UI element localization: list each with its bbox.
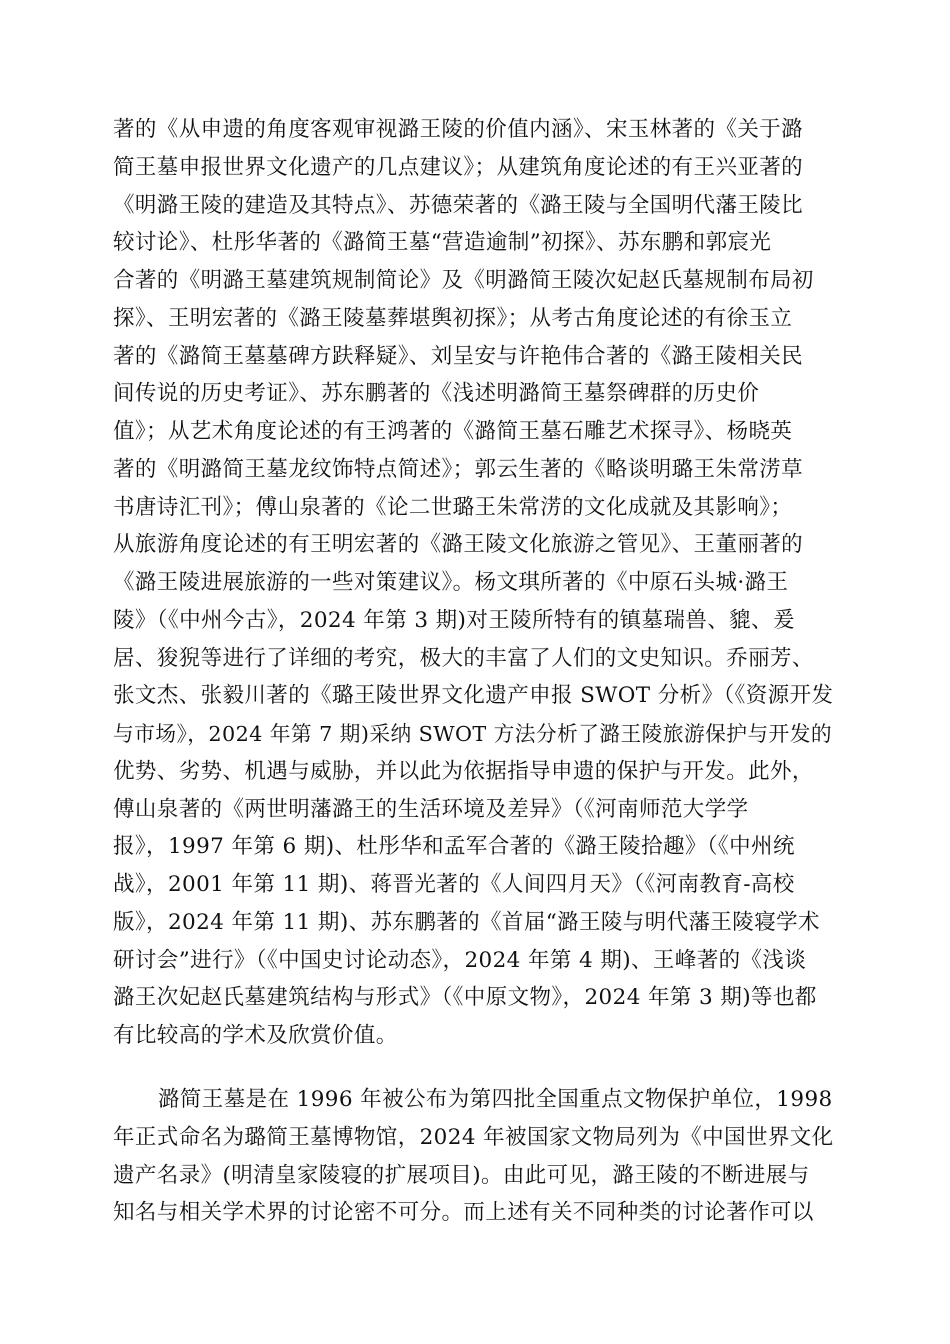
text-line: 间传说的历史考证》、苏东鹏著的《浅述明潞简王墓祭碑群的历史价 [113,381,760,407]
text-line: 傅山泉著的《两世明藩潞王的生活环境及差异》（《河南师范大学学 [113,796,749,822]
text-line: 书唐诗汇刊》；傅山泉著的《论二世璐王朱常淓的文化成就及其影响》； [113,494,793,520]
text-line: 较讨论》、杜彤华著的《潞简王墓“营造逾制”初探》、苏东鹏和郭宸光 [113,230,772,256]
text-line: 与市场》，2024 年第 7 期)采纳 SWOT 方法分析了潞王陵旅游保护与开发的 [113,722,833,746]
text-line: 遗产名录》(明清皇家陵寝的扩展项目)。由此可见，潞王陵的不断进展与 [113,1162,810,1188]
text-line: 版》，2024 年第 11 期)、苏东鹏著的《首届“潞王陵与明代藩王陵寝学术 [113,909,820,935]
text-line: 从旅游角度论述的有王明宏著的《潞王陵文化旅游之管见》、王董丽著的 [113,532,804,558]
text-line: 潞王次妃赵氏墓建筑结构与形式》（《中原文物》，2024 年第 3 期)等也都 [113,985,817,1011]
text-line: 潞简王墓是在 1996 年被公布为第四批全国重点文物保护单位，1998 [158,1087,833,1112]
text-line: 《潞王陵进展旅游的一些对策建议》。杨文琪所著的《中原石头城·潞王 [113,570,789,595]
text-line: 《明潞王陵的建造及其特点》、苏德荣著的《潞王陵与全国明代藩王陵比 [113,192,804,218]
text-line: 报》，1997 年第 6 期)、杜彤华和孟军合著的《潞王陵拾趣》（《中州统 [113,834,795,860]
text-line: 知名与相关学术界的讨论密不可分。而上述有关不同种类的讨论著作可以 [113,1200,814,1226]
text-line: 著的《明潞简王墓龙纹饰特点简述》；郭云生著的《略谈明璐王朱常淓草 [113,456,804,482]
text-line: 简王墓申报世界文化遗产的几点建议》；从建筑角度论述的有王兴亚著的 [113,154,804,180]
text-line: 居、狻猊等进行了详细的考究，极大的丰富了人们的文史知识。乔丽芳、 [113,645,814,671]
text-line: 张文杰、张毅川著的《璐王陵世界文化遗产申报 SWOT 分析》（《资源开发 [113,683,834,709]
text-line: 著的《潞简王墓墓碑方趺释疑》、刘呈安与许艳伟合著的《潞王陵相关民 [113,343,804,369]
text-line: 陵》（《中州今古》，2024 年第 3 期)对王陵所特有的镇墓瑞兽、貔、爰 [113,607,795,633]
text-line: 战》，2001 年第 11 期)、蒋晋光著的《人间四月天》（《河南教育-高校 [113,872,795,897]
text-line: 探》、王明宏著的《潞王陵墓葬堪舆初探》；从考古角度论述的有徐玉立 [113,305,793,331]
text-line: 著的《从申遗的角度客观审视潞王陵的价值内涵》、宋玉林著的《关于潞 [113,117,804,142]
text-line: 研讨会”进行》（《中国史讨论动态》，2024 年第 4 期)、王峰著的《浅谈 [113,947,807,973]
text-line: 年正式命名为璐简王墓博物馆，2024 年被国家文物局列为《中国世界文化 [113,1124,834,1150]
text-line: 值》；从艺术角度论述的有王鸿著的《潞简王墓石雕艺术探寻》、杨晓英 [113,419,793,444]
text-line: 有比较高的学术及欣赏价值。 [113,1023,398,1048]
text-line: 优势、劣势、机遇与威胁，并以此为依据指导申遗的保护与开发。此外， [113,758,814,784]
text-line: 合著的《明潞王墓建筑规制简论》及《明潞简王陵次妃赵氏墓规制布局初 [113,268,814,293]
